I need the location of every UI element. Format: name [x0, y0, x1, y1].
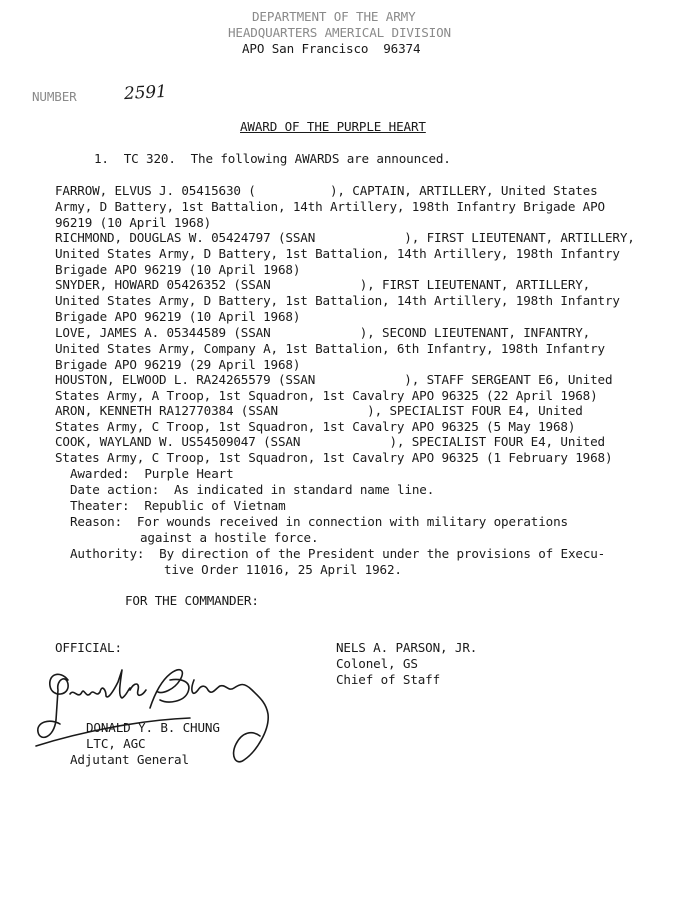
detail-reason-continued: against a hostile force.: [140, 530, 319, 545]
detail-authority: Authority: By direction of the President under the provisions of Execu-: [70, 546, 606, 561]
detail-theater: Theater: Republic of Vietnam: [70, 498, 286, 513]
paragraph-lead: 1. TC 320. The following AWARDS are announced.: [94, 151, 451, 166]
adjutant-rank: LTC, AGC: [86, 736, 146, 751]
recipient-name-line: ARON, KENNETH RA12770384 (SSAN ), SPECIALIST FOUR E4, United: [55, 403, 583, 418]
letterhead-headquarters: HEADQUARTERS AMERICAL DIVISION: [228, 25, 451, 40]
order-number-handwritten: 2591: [123, 81, 168, 105]
recipient-detail-line: Brigade APO 96219 (10 April 1968): [55, 262, 301, 277]
document-title: AWARD OF THE PURPLE HEART: [240, 119, 426, 134]
recipient-detail-line: Army, D Battery, 1st Battalion, 14th Artillery, 198th Infantry Brigade APO: [55, 199, 605, 214]
official-label: OFFICIAL:: [55, 640, 122, 655]
recipient-name-line: LOVE, JAMES A. 05344589 (SSAN ), SECOND LIEUTENANT, INFANTRY,: [55, 325, 591, 340]
recipient-detail-line: United States Army, Company A, 1st Battalion, 6th Infantry, 198th Infantry: [55, 341, 605, 356]
detail-reason: Reason: For wounds received in connection with military operations: [70, 514, 568, 529]
letterhead-department: DEPARTMENT OF THE ARMY: [252, 9, 416, 24]
letterhead-apo: APO San Francisco 96374: [242, 41, 421, 56]
recipient-name-line: SNYDER, HOWARD 05426352 (SSAN ), FIRST LIEUTENANT, ARTILLERY,: [55, 277, 591, 292]
detail-date-action: Date action: As indicated in standard name line.: [70, 482, 435, 497]
order-number-label: NUMBER: [32, 89, 77, 104]
detail-awarded: Awarded: Purple Heart: [70, 466, 234, 481]
recipient-name-line: FARROW, ELVUS J. 05415630 ( ), CAPTAIN, ARTILLERY, United States: [55, 183, 598, 198]
recipient-name-line: RICHMOND, DOUGLAS W. 05424797 (SSAN ), FIRST LIEUTENANT, ARTILLERY,: [55, 230, 635, 245]
recipient-detail-line: States Army, A Troop, 1st Squadron, 1st Cavalry APO 96325 (22 April 1968): [55, 388, 598, 403]
recipient-detail-line: United States Army, D Battery, 1st Battalion, 14th Artillery, 198th Infantry: [55, 293, 620, 308]
detail-authority-continued: tive Order 11016, 25 April 1962.: [164, 562, 402, 577]
chief-of-staff-rank: Colonel, GS: [336, 656, 418, 671]
recipient-detail-line: States Army, C Troop, 1st Squadron, 1st Cavalry APO 96325 (1 February 1968): [55, 450, 613, 465]
chief-of-staff-name: NELS A. PARSON, JR.: [336, 640, 478, 655]
adjutant-name: DONALD Y. B. CHUNG: [86, 720, 220, 735]
for-the-commander: FOR THE COMMANDER:: [125, 593, 259, 608]
adjutant-title: Adjutant General: [70, 752, 189, 767]
recipient-detail-line: United States Army, D Battery, 1st Battalion, 14th Artillery, 198th Infantry: [55, 246, 620, 261]
recipient-detail-line: Brigade APO 96219 (10 April 1968): [55, 309, 301, 324]
chief-of-staff-title: Chief of Staff: [336, 672, 441, 687]
recipient-detail-line: States Army, C Troop, 1st Squadron, 1st Cavalry APO 96325 (5 May 1968): [55, 419, 576, 434]
recipient-detail-line: 96219 (10 April 1968): [55, 215, 212, 230]
recipient-name-line: HOUSTON, ELWOOD L. RA24265579 (SSAN ), STAFF SERGEANT E6, United: [55, 372, 613, 387]
recipient-detail-line: Brigade APO 96219 (29 April 1968): [55, 357, 301, 372]
recipient-name-line: COOK, WAYLAND W. US54509047 (SSAN ), SPECIALIST FOUR E4, United: [55, 434, 605, 449]
